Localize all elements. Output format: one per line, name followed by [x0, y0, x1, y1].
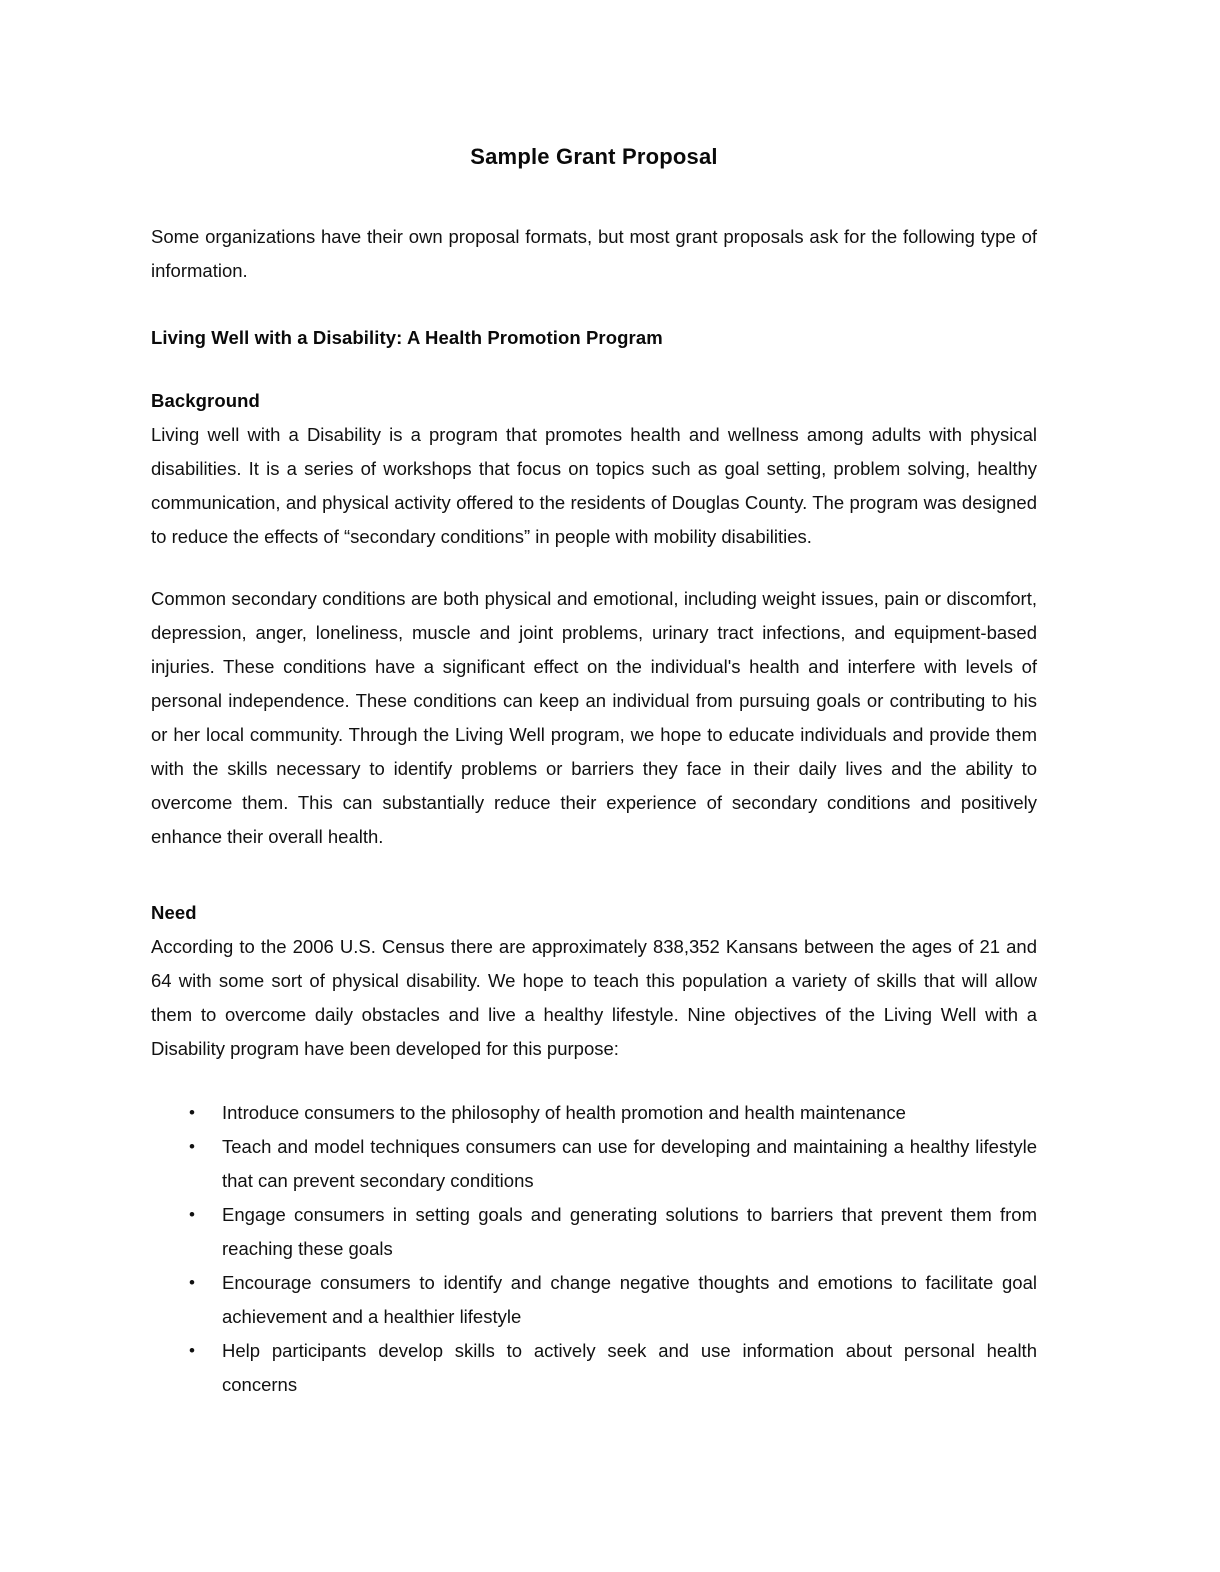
bullet-icon: •: [189, 1137, 195, 1156]
list-item-label: Introduce consumers to the philosophy of health promotion and health maintenance: [222, 1102, 906, 1123]
list-item-label: Encourage consumers to identify and change negative thoughts and emotions to facilitate goal achievement and a healthier lifestyle: [222, 1272, 1037, 1327]
list-item: [151, 1334, 1037, 1402]
list-item: [151, 1198, 1037, 1266]
background-paragraph-2: Common secondary conditions are both physical and emotional, including weight issues, pain or discomfort, depression, anger, loneliness, muscle and joint problems, urinary tract infections, and equipment-based injuries. These conditions have a significant effect on the individual's health and interfere with levels of personal independence. These conditions can keep an individual from pursuing goals or contributing to his or her local community. Through the Living Well program, we hope to educate individuals and provide them with the skills necessary to identify problems or barriers they face in their daily lives and the ability to overcome them. This can substantially reduce their experience of secondary conditions and positively enhance their overall health.: [151, 588, 1037, 847]
spacer: [151, 554, 1037, 582]
spacer: [151, 854, 1037, 896]
list-item: [151, 1266, 1037, 1334]
document-body: [151, 140, 1037, 1402]
intro-paragraph: Some organizations have their own proposal formats, but most grant proposals ask for the following type of information.: [151, 226, 1037, 281]
bullet-icon: •: [189, 1341, 195, 1360]
list-item-label: Help participants develop skills to actively seek and use information about personal health concerns: [222, 1340, 1037, 1395]
background-paragraph-1: Living well with a Disability is a program that promotes health and wellness among adults with physical disabilities. It is a series of workshops that focus on topics such as goal setting, problem solving, healthy communication, and physical activity offered to the residents of Douglas County. The program was designed to reduce the effects of “secondary conditions” in people with mobility disabilities.: [151, 424, 1037, 547]
need-paragraph-1: According to the 2006 U.S. Census there are approximately 838,352 Kansans between the ages of 21 and 64 with some sort of physical disability. We hope to teach this population a variety of skills that will allow them to overcome daily obstacles and live a healthy lifestyle. Nine objectives of the Living Well with a Disability program have been developed for this purpose:: [151, 936, 1037, 1059]
bullet-icon: •: [189, 1205, 195, 1224]
list-item: [151, 1096, 1037, 1130]
spacer: [151, 174, 1037, 220]
spacer: [151, 1066, 1037, 1096]
section-heading-background: Background: [151, 390, 260, 411]
list-item-label: Teach and model techniques consumers can use for developing and maintaining a healthy lifestyle that can prevent secondary conditions: [222, 1136, 1037, 1191]
section-heading-need: Need: [151, 902, 197, 923]
spacer: [151, 355, 1037, 384]
page-title: Sample Grant Proposal: [470, 144, 718, 169]
spacer: [151, 288, 1037, 321]
bullet-icon: •: [189, 1103, 195, 1122]
program-heading: Living Well with a Disability: A Health Promotion Program: [151, 327, 663, 348]
bullet-icon: •: [189, 1273, 195, 1292]
objectives-list: [151, 1096, 1037, 1402]
list-item: [151, 1130, 1037, 1198]
list-item-label: Engage consumers in setting goals and generating solutions to barriers that prevent them from reaching these goals: [222, 1204, 1037, 1259]
